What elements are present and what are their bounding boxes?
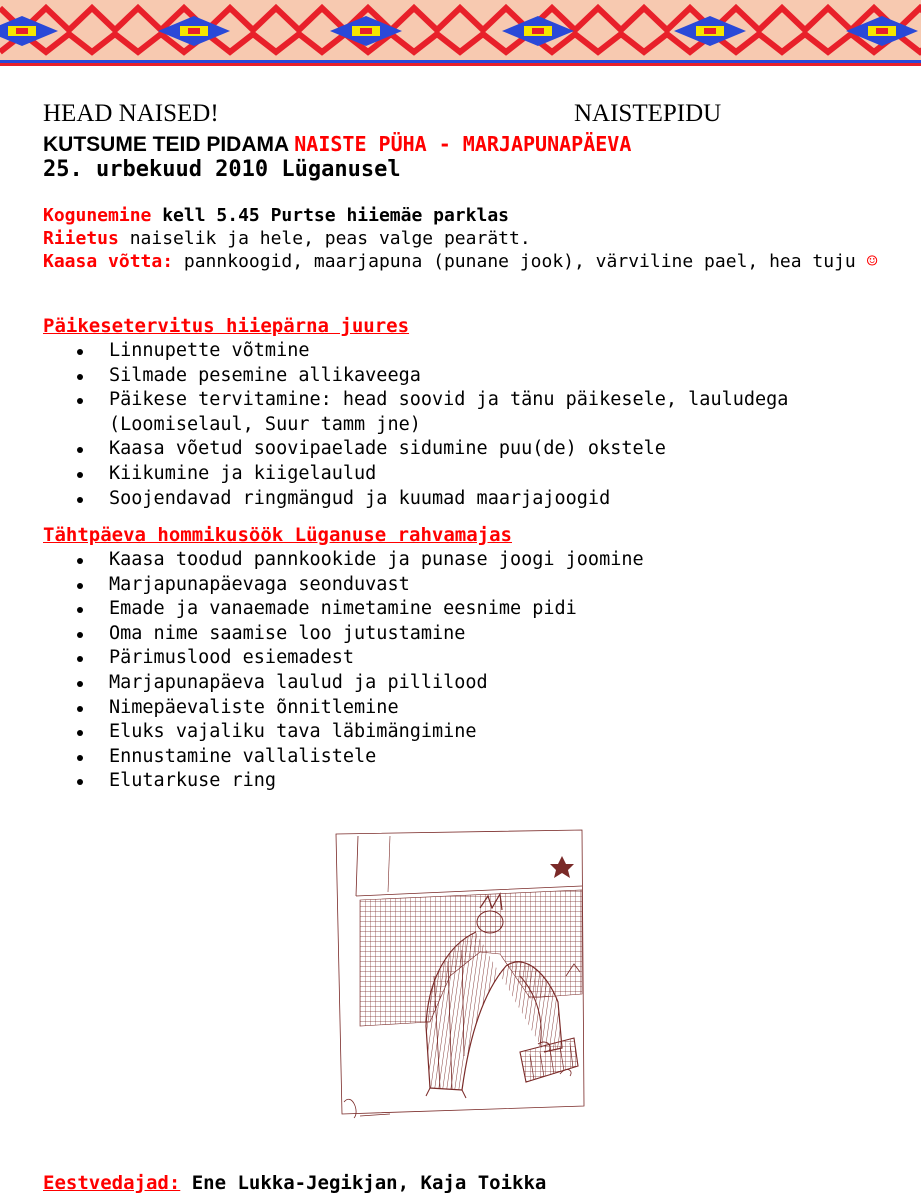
smiley-icon: ☺ xyxy=(866,251,878,272)
list-item: Ennustamine vallalistele xyxy=(109,745,889,770)
list-item: Marjapunapäevaga seonduvast xyxy=(109,573,889,598)
list-item: Soojendavad ringmängud ja kuumad maarjajoogid xyxy=(109,487,889,512)
breakfast-list xyxy=(43,548,889,794)
banner-bottom-line xyxy=(0,60,921,63)
list-item: Linnupette võtmine xyxy=(109,339,889,364)
organizers-label: Eestvedajad: xyxy=(43,1172,181,1194)
bring-line xyxy=(43,250,883,273)
invite-line xyxy=(43,131,631,158)
list-item: Kiikumine ja kiigelaulud xyxy=(109,462,889,487)
list-item: Elutarkuse ring xyxy=(109,769,889,794)
list-item: Eluks vajaliku tava läbimängimine xyxy=(109,720,889,745)
list-item: Päikese tervitamine: head soovid ja tänu päikesele, lauludega (Loomiselaul, Suur tamm jne) xyxy=(109,388,889,437)
date-line: 25. urbekuud 2010 Lüganusel xyxy=(43,157,401,182)
banner-bottom-line xyxy=(0,63,921,66)
bring-text: pannkoogid, maarjapuna (punane jook), värviline pael, hea tuju xyxy=(173,251,867,272)
greeting-title: HEAD NAISED! xyxy=(43,100,219,127)
event-name-title: NAISTEPIDU xyxy=(574,100,722,127)
list-item: Pärimuslood esiemadest xyxy=(109,646,889,671)
woman-playing-kannel-drawing xyxy=(330,826,592,1138)
info-block xyxy=(43,204,883,273)
banner-pattern xyxy=(0,0,921,66)
list-item: Oma nime saamise loo jutustamine xyxy=(109,622,889,647)
clothing-label: Riietus xyxy=(43,228,119,249)
organizers-line xyxy=(43,1171,546,1195)
section-title-sun-greeting: Päikesetervitus hiiepärna juures xyxy=(43,315,410,337)
list-item: Kaasa võetud soovipaelade sidumine puu(de) okstele xyxy=(109,437,889,462)
section-title-breakfast: Tähtpäeva hommikusöök Lüganuse rahvamajas xyxy=(43,524,512,546)
clothing-line xyxy=(43,227,883,250)
decorative-banner xyxy=(0,0,921,66)
gathering-text: kell 5.45 Purtse hiiemäe parklas xyxy=(151,205,509,226)
drawing-svg xyxy=(330,826,592,1138)
invite-prefix: KUTSUME TEID PIDAMA xyxy=(43,133,295,156)
invite-event: NAISTE PÜHA - MARJAPUNAPÄEVA xyxy=(294,132,632,156)
organizers-names: Ene Lukka-Jegikjan, Kaja Toikka xyxy=(180,1172,547,1194)
list-item: Nimepäevaliste õnnitlemine xyxy=(109,696,889,721)
clothing-text: naiselik ja hele, peas valge pearätt. xyxy=(118,228,531,249)
bring-label: Kaasa võtta: xyxy=(43,251,174,272)
list-item: Silmade pesemine allikaveega xyxy=(109,364,889,389)
sun-greeting-list xyxy=(43,339,889,511)
gathering-line xyxy=(43,204,883,227)
list-item: Kaasa toodud pannkookide ja punase joogi joomine xyxy=(109,548,889,573)
list-item: Emade ja vanaemade nimetamine eesnime pidi xyxy=(109,597,889,622)
gathering-label: Kogunemine xyxy=(43,205,152,226)
list-item: Marjapunapäeva laulud ja pillilood xyxy=(109,671,889,696)
